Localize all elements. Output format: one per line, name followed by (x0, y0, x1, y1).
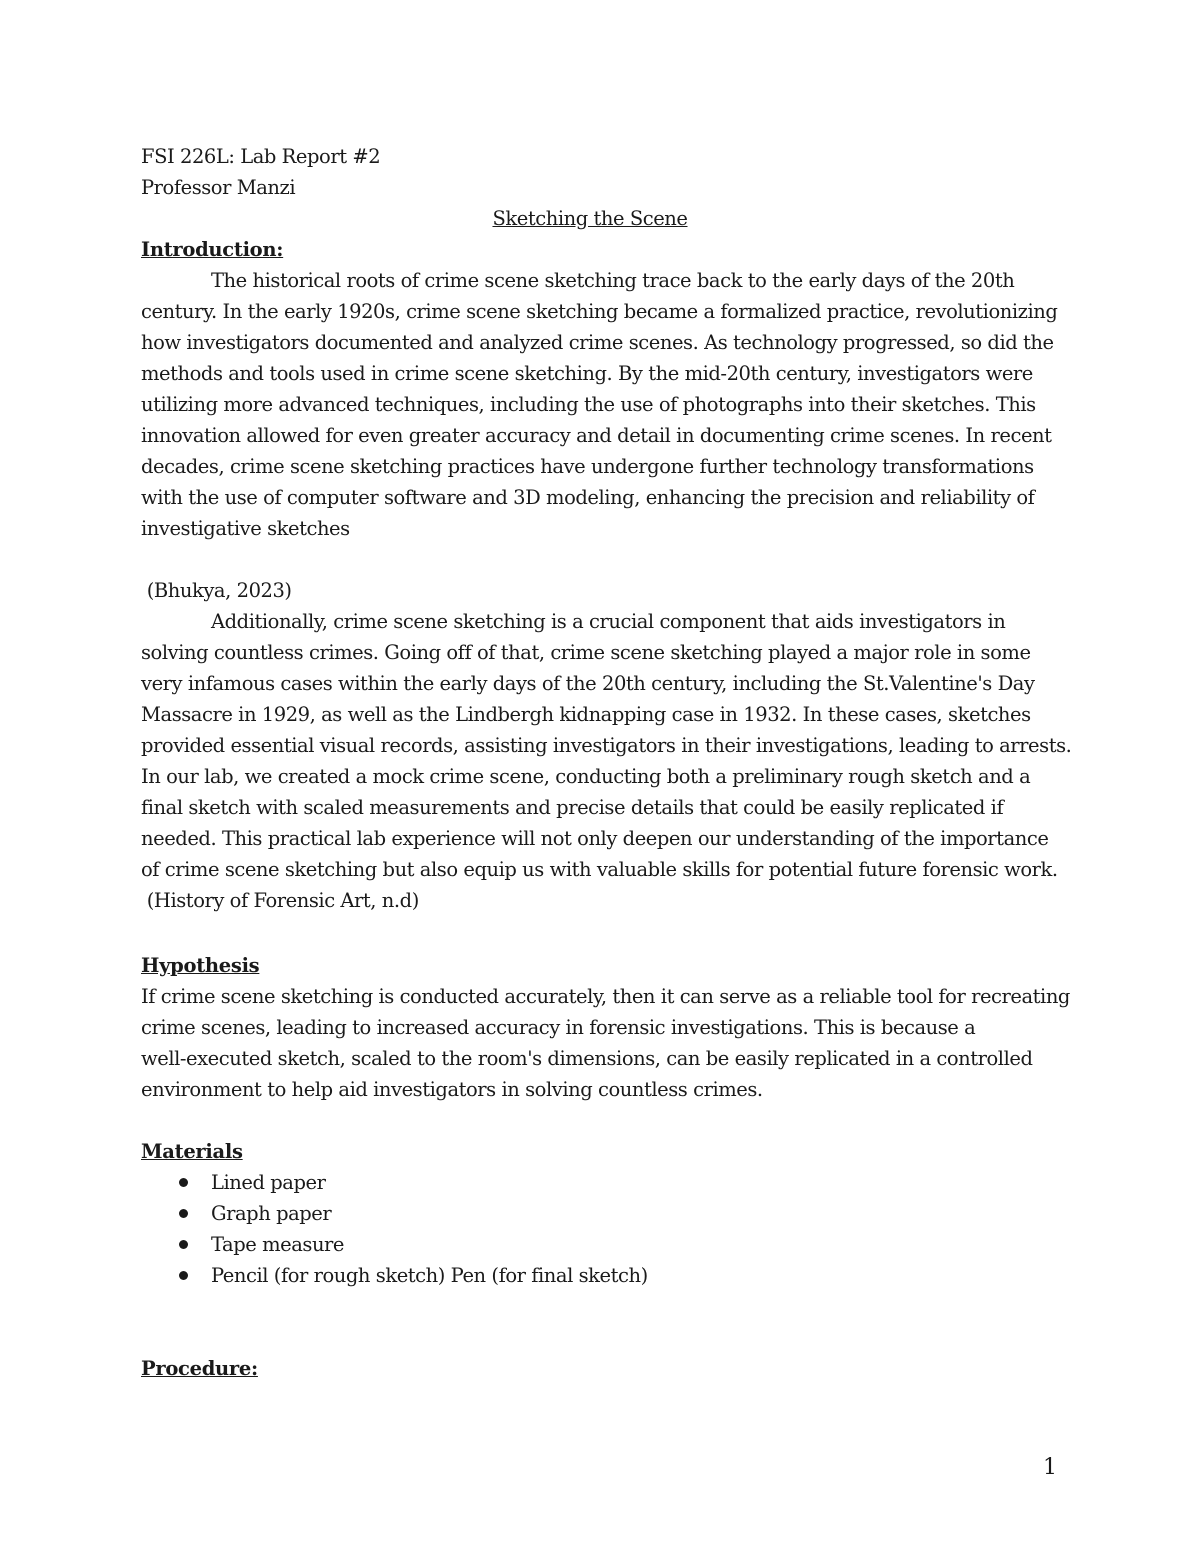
introduction-heading: Introduction: (141, 238, 284, 261)
professor-line: Professor Manzi (141, 176, 296, 199)
bullet-icon (179, 1271, 188, 1280)
hypothesis-heading: Hypothesis (141, 954, 260, 977)
document-title: Sketching the Scene (492, 207, 688, 230)
procedure-heading: Procedure: (141, 1357, 258, 1380)
list-item-text: Tape measure (211, 1233, 345, 1256)
citation-forensic-art: (History of Forensic Art, n.d) (141, 889, 419, 912)
intro-line-2: needed. This practical lab experience will not only deepen our understanding of the importance (141, 827, 1049, 850)
intro-line: The historical roots of crime scene sketching trace back to the early days of the 20th (211, 269, 1015, 292)
hypothesis-line: environment to help aid investigators in solving countless crimes. (141, 1078, 763, 1101)
intro-line: decades, crime scene sketching practices have undergone further technology transformations (141, 455, 1034, 478)
page-number: 1 (1043, 1455, 1057, 1480)
intro-line-2: In our lab, we created a mock crime scene, conducting both a preliminary rough sketch and a (141, 765, 1031, 788)
intro-line-2: provided essential visual records, assisting investigators in their investigations, leading to arrests. (141, 734, 1072, 757)
intro-line: utilizing more advanced techniques, including the use of photographs into their sketches. This (141, 393, 1036, 416)
course-line: FSI 226L: Lab Report #2 (141, 145, 381, 168)
list-item-text: Lined paper (211, 1171, 326, 1194)
citation-bhukya: (Bhukya, 2023) (141, 579, 292, 602)
hypothesis-line: well-executed sketch, scaled to the room's dimensions, can be easily replicated in a controlled (141, 1047, 1033, 1070)
intro-line-2: solving countless crimes. Going off of that, crime scene sketching played a major role in some (141, 641, 1031, 664)
bullet-icon (179, 1178, 188, 1187)
intro-line-2: very infamous cases within the early days of the 20th century, including the St.Valentine's Day (141, 672, 1035, 695)
intro-line: with the use of computer software and 3D modeling, enhancing the precision and reliability of (141, 486, 1035, 509)
intro-line-2: Additionally, crime scene sketching is a crucial component that aids investigators in (211, 610, 1006, 633)
hypothesis-line: crime scenes, leading to increased accuracy in forensic investigations. This is because a (141, 1016, 976, 1039)
intro-line-2: of crime scene sketching but also equip us with valuable skills for potential future forensic work. (141, 858, 1058, 881)
intro-line: innovation allowed for even greater accuracy and detail in documenting crime scenes. In recent (141, 424, 1052, 447)
intro-line: how investigators documented and analyzed crime scenes. As technology progressed, so did the (141, 331, 1054, 354)
intro-line-2: Massacre in 1929, as well as the Lindbergh kidnapping case in 1932. In these cases, sketches (141, 703, 1031, 726)
intro-line: century. In the early 1920s, crime scene sketching became a formalized practice, revolutionizing (141, 300, 1058, 323)
list-item-text: Graph paper (211, 1202, 332, 1225)
intro-line: methods and tools used in crime scene sketching. By the mid-20th century, investigators were (141, 362, 1033, 385)
bullet-icon (179, 1209, 188, 1218)
list-item-text: Pencil (for rough sketch) Pen (for final sketch) (211, 1264, 648, 1287)
bullet-icon (179, 1240, 188, 1249)
intro-line: investigative sketches (141, 517, 350, 540)
intro-line-2: final sketch with scaled measurements and precise details that could be easily replicated if (141, 796, 1004, 819)
hypothesis-line: If crime scene sketching is conducted accurately, then it can serve as a reliable tool for recreating (141, 985, 1070, 1008)
materials-heading: Materials (141, 1140, 243, 1163)
